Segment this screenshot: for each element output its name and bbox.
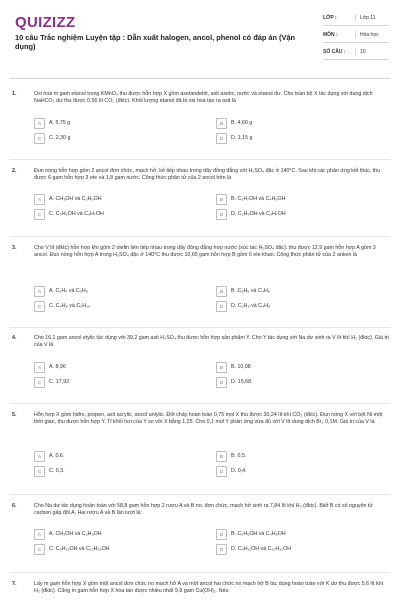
question-text: Cho Na dư tác dụng hoàn toàn với 58,8 gam hỗn hợp 2 rượu A và B no, đơn chức, mạch hở sinh ra 7,84 lít khí H₂ (đktc). Biết B có số nguyên tử cacbon gấp đôi A. Hai rượu A và B lần lượt là: — [34, 503, 373, 517]
option-key-box: D — [216, 209, 227, 220]
option-d[interactable] — [216, 543, 291, 555]
question-text: Cho V lít (đktc) hỗn hợp khí gồm 2 olefin liên tiếp nhau trong dãy đồng đẳng hợp nước (xúc tác H₂SO₄ đặc), thu được 12,9 gam hỗn hợp A gồm 3 ancol. Đun nóng hỗn hợp A trong H₂SO₄ đặc ở 140°C thu được 10,65 gam hỗn hợp B gồm 6 ete khan. Công thức phân tử của 2 anken là — [34, 245, 376, 259]
question-text: Lấy m gam hỗn hợp X gồm một ancol đơn chức no mạch hở A và một ancol hai chức no mạch hở B tác dụng hoàn toàn với K dư thu được 5,6 lít khí H₂ (đktc). Cũng m gam hỗn hợp X hòa tan được nhiều nhất 9,8 gam Cu(OH)₂. Nếu — [34, 581, 384, 595]
option-text: C. 17,92 — [49, 379, 70, 385]
option-a[interactable] — [34, 117, 70, 129]
option-a[interactable] — [34, 285, 88, 297]
option-text: B. C₃H₇OH và C₄H₉OH — [231, 196, 286, 202]
option-key-box: C — [34, 301, 45, 312]
option-text: D. C₂H₅OH và C₃H₇OH — [231, 211, 286, 217]
option-c[interactable] — [34, 465, 65, 477]
option-key-box: C — [34, 209, 45, 220]
option-d[interactable] — [216, 376, 251, 388]
question-divider — [10, 159, 390, 160]
option-text: C. C₄H₈ và C₅H₁₀ — [49, 303, 91, 309]
option-b[interactable] — [216, 528, 286, 540]
question-divider — [10, 494, 390, 495]
worksheet-header — [0, 0, 400, 74]
option-key-box: B — [216, 118, 227, 129]
option-text: D. C₅H₁₁OH và C₁₀H₂₁OH — [231, 546, 292, 552]
question-text: Cho 16,1 gam ancol etylic tác dụng với 39,2 gam axit H₂SO₄ thu được hỗn hợp sản phẩm Y. Cho Y tác dụng với Na dư sinh ra V lít khí H₂ (đktc). Giá trị của V là — [34, 335, 389, 349]
option-text: D. C₂H₄ và C₄H₈ — [231, 303, 271, 309]
option-key-box: C — [34, 133, 45, 144]
option-c[interactable] — [34, 543, 110, 555]
option-d[interactable] — [216, 208, 286, 220]
option-key-box: D — [216, 466, 227, 477]
option-text: D. 0,4. — [231, 468, 247, 474]
option-text: D. 15,68 — [231, 379, 252, 385]
meta-label: MÔN : — [323, 32, 338, 38]
question-number: 5. — [12, 412, 17, 418]
option-text: A. 0,6. — [49, 453, 65, 459]
option-key-box: B — [216, 451, 227, 462]
question-divider — [10, 403, 390, 404]
question-divider — [10, 236, 390, 237]
meta-label: LỚP : — [323, 15, 337, 21]
header-divider — [10, 78, 390, 79]
option-key-box: D — [216, 544, 227, 555]
meta-row-subject — [323, 31, 389, 43]
question-number: 2. — [12, 168, 17, 174]
option-text: C. 2,30 g — [49, 135, 71, 141]
option-text: A. C₂H₄ và C₃H₆ — [49, 288, 88, 294]
option-text: C. C₃H₅OH và C₄H₇OH — [49, 211, 104, 217]
option-b[interactable] — [216, 117, 252, 129]
option-key-box: C — [34, 377, 45, 388]
option-b[interactable] — [216, 361, 251, 373]
option-c[interactable] — [34, 208, 104, 220]
option-key-box: A — [34, 529, 45, 540]
option-key-box: A — [34, 118, 45, 129]
meta-value: 10 — [355, 48, 389, 55]
meta-row-count — [323, 48, 389, 60]
option-key-box: A — [34, 286, 45, 297]
option-key-box: B — [216, 362, 227, 373]
option-key-box: D — [216, 301, 227, 312]
question-text: Hỗn hợp X gồm hiđro, propen, axit acrylic, ancol anlylic. Đốt cháy hoàn toàn 0,75 mol X thu được 30,24 lít khí CO₂ (đktc). Đun nóng X với bột Ni một thời gian, thu được hỗn hợp Y. Tỉ khối hơi của Y so với X bằng 1,25. Cho 0,1 mol Y phản ứng vừa đủ với V lít dung dịch Br₂ 0,1M. Giá trị của V là — [34, 412, 383, 426]
meta-row-class — [323, 14, 389, 26]
option-text: B. 10,08 — [231, 364, 251, 370]
option-text: C. C₆H₁₃OH và C₁₂H₂₅OH — [49, 546, 110, 552]
option-key-box: C — [34, 466, 45, 477]
question-divider — [10, 572, 390, 573]
option-key-box: A — [34, 194, 45, 205]
option-a[interactable] — [34, 450, 64, 462]
option-a[interactable] — [34, 528, 102, 540]
option-d[interactable] — [216, 132, 253, 144]
option-a[interactable] — [34, 193, 102, 205]
question-text: Oxi hoá m gam etanol trong KMnO₄ thu được hỗn hợp X gồm axetandehit, axit axetic, nước và etanol dư. Cho toàn bộ X tác dụng với dung dịch NaHCO₃ dư thu được 0,56 lít CO₂ (đktc). Khối lượng etanol đã bị oxi hoá tạo ra axit là — [34, 91, 373, 105]
option-text: B. C₃H₆ và C₄H₈ — [231, 288, 270, 294]
meta-value: Lớp 11 — [355, 14, 389, 21]
option-c[interactable] — [34, 300, 90, 312]
option-d[interactable] — [216, 465, 247, 477]
option-key-box: D — [216, 377, 227, 388]
question-text: Đun nóng hỗn hợp gồm 2 ancol đơn chức, mạch hở, kế tiếp nhau trong dãy đồng đẳng với H₂SO₄ đặc ở 140°C. Sau khi các phản ứng kết thúc, thu được 6 gam hỗn hợp 3 ete và 1,8 gam nước. Công thức phân tử của 2 ancol trên là — [34, 168, 381, 182]
question-number: 4. — [12, 335, 17, 341]
option-text: A. CH₃OH và C₂H₅OH — [49, 531, 102, 537]
option-key-box: B — [216, 194, 227, 205]
option-text: B. 4,60 g — [231, 120, 253, 126]
option-b[interactable] — [216, 193, 285, 205]
option-key-box: D — [216, 133, 227, 144]
quizizz-logo: QUIZIZZ — [15, 14, 76, 31]
option-key-box: A — [34, 451, 45, 462]
question-number: 3. — [12, 245, 17, 251]
question-divider — [10, 327, 390, 328]
question-number: 6. — [12, 503, 17, 509]
worksheet-meta — [323, 14, 389, 65]
option-key-box: C — [34, 544, 45, 555]
option-c[interactable] — [34, 132, 71, 144]
option-d[interactable] — [216, 300, 270, 312]
option-text: A. 5,75 g — [49, 120, 71, 126]
option-text: A. CH₃OH và C₂H₅OH — [49, 196, 102, 202]
option-text: D. 1,15 g — [231, 135, 253, 141]
option-b[interactable] — [216, 450, 246, 462]
option-a[interactable] — [34, 361, 66, 373]
option-text: B. C₂H₅OH và C₄H₉OH — [231, 531, 286, 537]
option-key-box: A — [34, 362, 45, 373]
meta-value: Hóa học — [355, 31, 389, 38]
option-b[interactable] — [216, 285, 270, 297]
worksheet-title: 10 câu Trắc nghiệm Luyện tập : Dẫn xuất halogen, ancol, phenol có đáp án (Vận dụng) — [15, 33, 296, 51]
question-number: 7. — [12, 581, 17, 587]
question-number: 1. — [12, 91, 17, 97]
option-text: B. 0,5. — [231, 453, 247, 459]
option-c[interactable] — [34, 376, 69, 388]
meta-label: SỐ CÂU : — [323, 49, 346, 55]
option-key-box: B — [216, 286, 227, 297]
option-key-box: B — [216, 529, 227, 540]
option-text: C. 0,3. — [49, 468, 65, 474]
option-text: A. 8,96 — [49, 364, 66, 370]
